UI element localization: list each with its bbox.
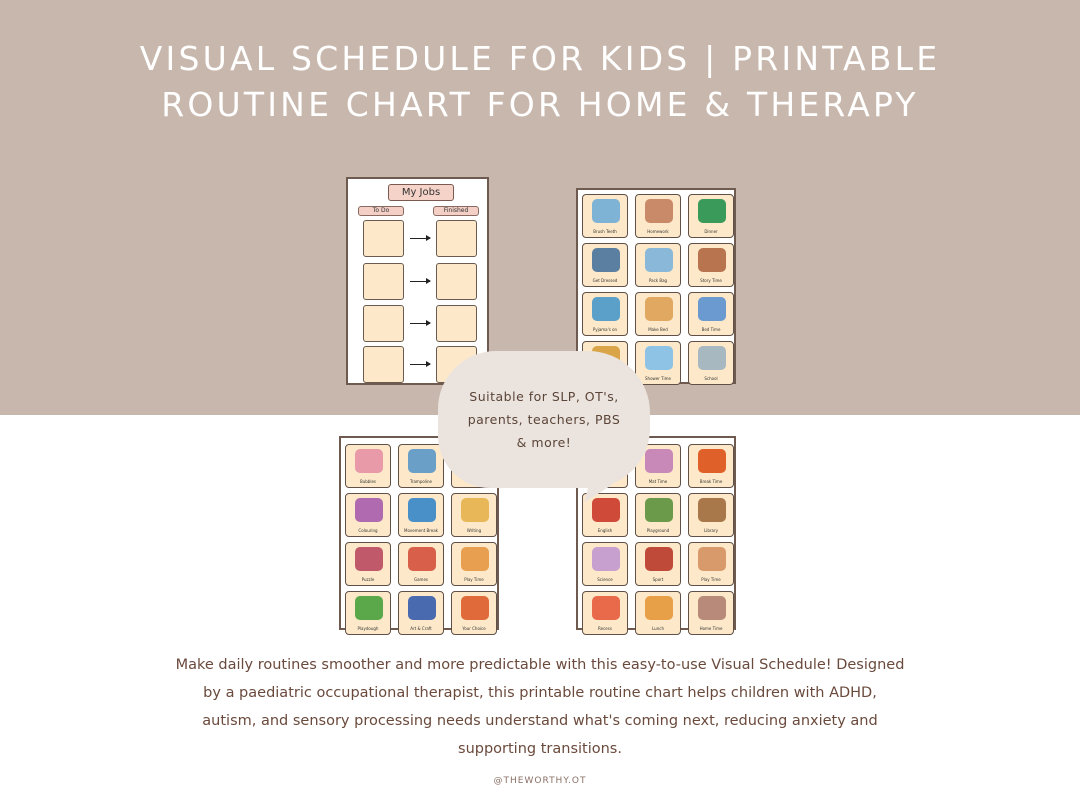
card-label: Trampoline bbox=[409, 479, 433, 484]
card-label: Art & Craft bbox=[410, 626, 432, 631]
card-illustration bbox=[645, 449, 673, 473]
card-label: Recess bbox=[598, 626, 612, 631]
card-label: Pyjama's on bbox=[592, 327, 618, 332]
card-label: Puzzle bbox=[361, 577, 375, 582]
title-line-2: ROUTINE CHART FOR HOME & THERAPY bbox=[161, 85, 919, 124]
card-illustration bbox=[592, 297, 620, 321]
card-illustration bbox=[698, 449, 726, 473]
schedule-card bbox=[635, 542, 681, 586]
schedule-card bbox=[635, 292, 681, 336]
my-jobs-title: My Jobs bbox=[388, 184, 454, 201]
todo-box bbox=[363, 220, 404, 257]
schedule-card bbox=[582, 194, 628, 238]
card-label: English bbox=[597, 528, 613, 533]
page-title bbox=[0, 36, 1080, 128]
schedule-card bbox=[688, 444, 734, 488]
schedule-card bbox=[345, 542, 391, 586]
schedule-card bbox=[345, 493, 391, 537]
description-line-3: autism, and sensory processing needs understand what's coming next, reducing anxiety and bbox=[202, 713, 878, 729]
schedule-card bbox=[688, 243, 734, 287]
card-label: Dinner bbox=[704, 229, 718, 234]
schedule-card bbox=[398, 444, 444, 488]
schedule-card bbox=[582, 542, 628, 586]
card-illustration bbox=[355, 547, 383, 571]
card-label: Colouring bbox=[358, 528, 378, 533]
card-illustration bbox=[698, 199, 726, 223]
description-line-2: by a paediatric occupational therapist, this printable routine chart helps children with ADHD, bbox=[203, 685, 877, 701]
card-label: Mat Time bbox=[648, 479, 668, 484]
author-handle: @THEWORTHY.OT bbox=[493, 776, 587, 786]
card-label: Playdough bbox=[357, 626, 379, 631]
bubble-line-2: parents, teachers, PBS bbox=[467, 412, 621, 427]
todo-box bbox=[363, 263, 404, 300]
schedule-card bbox=[582, 591, 628, 635]
card-illustration bbox=[645, 547, 673, 571]
schedule-card bbox=[688, 292, 734, 336]
schedule-card bbox=[345, 591, 391, 635]
finished-column-header: Finished bbox=[433, 206, 479, 216]
card-label: Break Time bbox=[699, 479, 723, 484]
arrow-right-icon bbox=[410, 238, 430, 239]
card-label: Library bbox=[704, 528, 718, 533]
card-label: Brush Teeth bbox=[593, 229, 617, 234]
card-label: Get Dressed bbox=[592, 278, 618, 283]
card-label: Play Time bbox=[464, 577, 484, 582]
schedule-card bbox=[635, 591, 681, 635]
description-line-4: supporting transitions. bbox=[458, 741, 622, 757]
card-illustration bbox=[408, 449, 436, 473]
card-illustration bbox=[645, 498, 673, 522]
schedule-card bbox=[635, 243, 681, 287]
card-label: Games bbox=[414, 577, 428, 582]
schedule-card bbox=[451, 542, 497, 586]
speech-bubble bbox=[438, 351, 650, 488]
finished-box bbox=[436, 263, 477, 300]
card-illustration bbox=[592, 547, 620, 571]
card-illustration bbox=[645, 346, 673, 370]
schedule-card bbox=[688, 493, 734, 537]
card-illustration bbox=[461, 596, 489, 620]
card-label: Sport bbox=[652, 577, 664, 582]
schedule-card bbox=[688, 341, 734, 385]
card-illustration bbox=[645, 596, 673, 620]
card-illustration bbox=[408, 547, 436, 571]
product-description bbox=[120, 651, 960, 763]
finished-box bbox=[436, 220, 477, 257]
todo-box bbox=[363, 305, 404, 342]
bubble-line-3: & more! bbox=[516, 435, 572, 450]
card-label: School bbox=[704, 376, 718, 381]
card-label: Homework bbox=[647, 229, 669, 234]
todo-column-header: To Do bbox=[358, 206, 404, 216]
schedule-card bbox=[688, 194, 734, 238]
card-label: Shower Time bbox=[645, 376, 671, 381]
card-illustration bbox=[645, 199, 673, 223]
schedule-card bbox=[345, 444, 391, 488]
card-illustration bbox=[645, 248, 673, 272]
card-label: Lunch bbox=[652, 626, 664, 631]
schedule-card bbox=[688, 542, 734, 586]
card-illustration bbox=[592, 596, 620, 620]
card-illustration bbox=[645, 297, 673, 321]
card-illustration bbox=[592, 248, 620, 272]
arrow-right-icon bbox=[410, 281, 430, 282]
finished-box bbox=[436, 305, 477, 342]
card-illustration bbox=[408, 596, 436, 620]
card-label: Movement Break bbox=[404, 528, 438, 533]
description-line-1: Make daily routines smoother and more predictable with this easy-to-use Visual Schedule! Designed bbox=[175, 657, 905, 673]
schedule-card bbox=[451, 591, 497, 635]
schedule-card bbox=[635, 493, 681, 537]
todo-box bbox=[363, 346, 404, 383]
card-illustration bbox=[355, 498, 383, 522]
card-illustration bbox=[698, 297, 726, 321]
schedule-card bbox=[635, 194, 681, 238]
card-label: Story Time bbox=[700, 278, 722, 283]
bubble-line-1: Suitable for SLP, OT's, bbox=[469, 389, 619, 404]
schedule-card bbox=[398, 591, 444, 635]
card-illustration bbox=[698, 346, 726, 370]
schedule-card bbox=[451, 493, 497, 537]
schedule-card bbox=[582, 292, 628, 336]
schedule-card bbox=[582, 243, 628, 287]
card-label: Pack Bag bbox=[648, 278, 668, 283]
arrow-right-icon bbox=[410, 364, 430, 365]
card-label: Play Time bbox=[701, 577, 721, 582]
card-label: Your Choice bbox=[462, 626, 486, 631]
card-label: Playground bbox=[646, 528, 670, 533]
schedule-card bbox=[635, 341, 681, 385]
card-label: Home Time bbox=[699, 626, 723, 631]
schedule-card bbox=[398, 542, 444, 586]
card-illustration bbox=[408, 498, 436, 522]
card-illustration bbox=[461, 498, 489, 522]
card-label: Science bbox=[597, 577, 613, 582]
card-label: Make Bed bbox=[648, 327, 668, 332]
schedule-card bbox=[688, 591, 734, 635]
card-label: Bubbles bbox=[359, 479, 376, 484]
title-line-1: VISUAL SCHEDULE FOR KIDS | PRINTABLE bbox=[139, 39, 941, 78]
card-illustration bbox=[698, 596, 726, 620]
card-illustration bbox=[698, 248, 726, 272]
card-illustration bbox=[355, 596, 383, 620]
card-illustration bbox=[355, 449, 383, 473]
my-jobs-sheet bbox=[346, 177, 489, 385]
arrow-right-icon bbox=[410, 323, 430, 324]
card-illustration bbox=[461, 547, 489, 571]
card-illustration bbox=[592, 199, 620, 223]
schedule-card bbox=[398, 493, 444, 537]
card-illustration bbox=[698, 498, 726, 522]
card-illustration bbox=[698, 547, 726, 571]
card-label: Bed Time bbox=[701, 327, 721, 332]
card-label: Writing bbox=[466, 528, 482, 533]
